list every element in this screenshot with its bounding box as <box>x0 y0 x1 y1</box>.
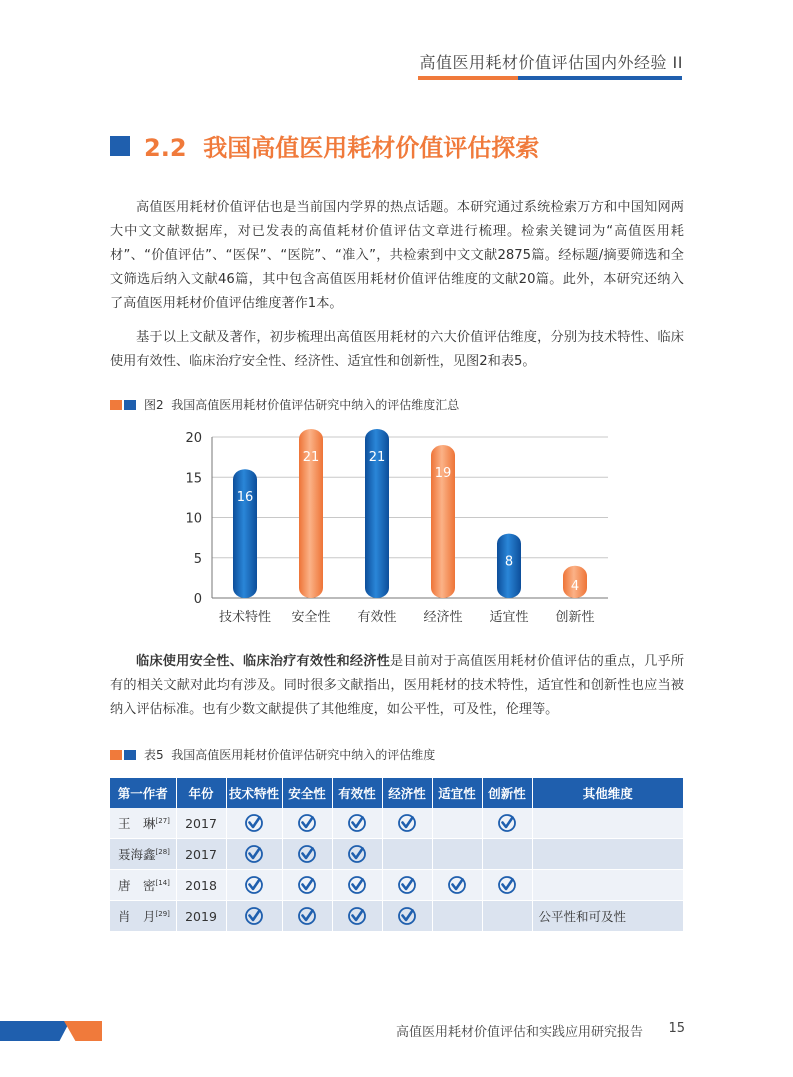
header-rule <box>418 76 682 80</box>
dimension-cell <box>432 808 482 839</box>
reference-marker: [27] <box>155 816 170 825</box>
author-name: 王 琳 <box>118 816 156 831</box>
table-header: 年份 <box>176 778 226 808</box>
author-cell <box>110 808 176 839</box>
year-cell: 2017 <box>176 808 226 839</box>
other-dimension-cell <box>532 839 684 870</box>
dimension-cell <box>482 839 532 870</box>
x-category-label: 安全性 <box>291 610 331 625</box>
y-tick-label: 10 <box>185 511 202 527</box>
table-header-row <box>110 778 684 808</box>
figure-caption <box>110 396 459 413</box>
section-title: 2.2 我国高值医用耗材价值评估探索 <box>144 134 540 162</box>
dimension-cell <box>226 901 282 932</box>
table-header: 第一作者 <box>110 778 176 808</box>
other-dimension-cell <box>532 870 684 901</box>
year-cell: 2017 <box>176 839 226 870</box>
other-dimension-cell <box>532 808 684 839</box>
footer-bar-orange <box>64 1021 102 1041</box>
paragraph-3-rest: 是目前对于高值医用耗材价值评估的重点，几乎所有的相关文献对此均有涉及。同时很多文献指出，医用耗材的技术特性，适宜性和创新性也应当被纳入评估标准。也有少数文献提供了其他维度，如公平性，可及性，伦理等。 <box>110 654 685 717</box>
dimension-cell <box>332 839 382 870</box>
table-row <box>110 808 684 839</box>
bar-chart-svg <box>160 420 630 635</box>
reference-marker: [29] <box>155 909 170 918</box>
check-icon <box>447 875 467 895</box>
year-cell: 2019 <box>176 901 226 932</box>
check-icon <box>497 813 517 833</box>
check-icon <box>397 813 417 833</box>
bar-value-label: 4 <box>570 579 580 594</box>
bar-value-label: 19 <box>434 466 452 482</box>
dimension-cell <box>432 901 482 932</box>
author-cell <box>110 839 176 870</box>
page-number: 15 <box>668 1021 685 1036</box>
check-icon <box>397 906 417 926</box>
x-category-label: 经济性 <box>423 610 463 625</box>
dimension-cell <box>282 808 332 839</box>
dimension-cell <box>382 870 432 901</box>
bar <box>233 469 257 598</box>
table-header: 适宜性 <box>432 778 482 808</box>
x-category-label: 有效性 <box>357 610 397 625</box>
running-header: 高值医用耗材价值评估国内外经验 II <box>419 53 683 72</box>
check-icon <box>347 813 367 833</box>
bar-value-label: 8 <box>504 554 514 570</box>
check-icon <box>297 875 317 895</box>
table-header: 其他维度 <box>532 778 684 808</box>
figure-caption-text: 图2 我国高值医用耗材价值评估研究中纳入的评估维度汇总 <box>144 398 460 412</box>
dimension-cell <box>432 839 482 870</box>
check-icon <box>347 844 367 864</box>
table-row <box>110 870 684 901</box>
reference-marker: [28] <box>155 847 170 856</box>
bar-value-label: 21 <box>302 449 320 465</box>
author-cell <box>110 901 176 932</box>
author-name: 肖 月 <box>118 909 156 924</box>
check-icon <box>297 813 317 833</box>
section-marker <box>110 136 130 156</box>
check-icon <box>347 875 367 895</box>
x-category-label: 适宜性 <box>489 610 529 625</box>
reference-marker: [14] <box>155 878 170 887</box>
y-tick-label: 5 <box>193 551 202 567</box>
bar-value-label: 16 <box>236 490 254 506</box>
dimension-cell <box>282 870 332 901</box>
dimensions-table <box>110 778 684 932</box>
table-header: 有效性 <box>332 778 382 808</box>
table-row <box>110 901 684 932</box>
dimension-cell <box>332 901 382 932</box>
check-icon <box>297 906 317 926</box>
footer-bar-blue <box>0 1021 70 1041</box>
other-dimension-cell: 公平性和可及性 <box>532 901 684 932</box>
table-caption <box>110 746 435 763</box>
check-icon <box>497 875 517 895</box>
dimension-cell <box>282 901 332 932</box>
y-tick-label: 15 <box>185 471 202 487</box>
check-icon <box>244 906 264 926</box>
dimension-cell <box>226 808 282 839</box>
x-category-label: 创新性 <box>555 610 595 625</box>
bar-value-label: 21 <box>368 449 386 465</box>
table-header: 技术特性 <box>226 778 282 808</box>
check-icon <box>244 875 264 895</box>
dimension-cell <box>482 901 532 932</box>
paragraph-1: 高值医用耗材价值评估也是当前国内学界的热点话题。本研究通过系统检索万方和中国知网两大中文文献数据库，对已发表的高值耗材价值评估文章进行梳理。检索关键词为“高值医用耗材”、“价值评估”、“医保”、“医院”、“准入”，共检索到中文文献2875篇。经标题/摘要筛选和全文筛选后纳入文献46篇，其中包含高值医用耗材价值评估维度的文献20篇。此外，本研究还纳入了高值医用耗材价值评估维度著作1本。 <box>110 200 684 311</box>
dimension-cell <box>282 839 332 870</box>
y-tick-label: 20 <box>185 431 202 446</box>
bar-chart <box>160 420 630 635</box>
author-cell <box>110 870 176 901</box>
dimension-cell <box>332 870 382 901</box>
table-header: 经济性 <box>382 778 432 808</box>
caption-marker <box>110 750 136 760</box>
dimension-cell <box>382 808 432 839</box>
paragraph-2: 基于以上文献及著作，初步梳理出高值医用耗材的六大价值评估维度，分别为技术特性、临床使用有效性、临床治疗安全性、经济性、适宜性和创新性，见图2和表5。 <box>110 330 684 369</box>
y-tick-label: 0 <box>193 592 202 607</box>
table-row <box>110 839 684 870</box>
dimension-cell <box>226 839 282 870</box>
dimension-cell <box>382 901 432 932</box>
check-icon <box>244 844 264 864</box>
check-icon <box>297 844 317 864</box>
check-icon <box>244 813 264 833</box>
dimension-cell <box>482 870 532 901</box>
author-name: 聂海鑫 <box>118 847 156 862</box>
year-cell: 2018 <box>176 870 226 901</box>
paragraph-3-bold: 临床使用安全性、临床治疗有效性和经济性 <box>136 654 391 669</box>
table-header: 安全性 <box>282 778 332 808</box>
x-category-label: 技术特性 <box>218 610 272 625</box>
check-icon <box>397 875 417 895</box>
dimension-cell <box>432 870 482 901</box>
caption-marker <box>110 400 136 410</box>
footer-title: 高值医用耗材价值评估和实践应用研究报告 <box>395 1025 643 1040</box>
paragraph-3 <box>110 650 684 722</box>
dimension-cell <box>382 839 432 870</box>
table-header: 创新性 <box>482 778 532 808</box>
table-caption-text: 表5 我国高值医用耗材价值评估研究中纳入的评估维度 <box>144 748 436 762</box>
author-name: 唐 密 <box>118 878 156 893</box>
dimension-cell <box>226 870 282 901</box>
check-icon <box>347 906 367 926</box>
dimension-cell <box>332 808 382 839</box>
section-heading <box>110 128 539 163</box>
dimension-cell <box>482 808 532 839</box>
